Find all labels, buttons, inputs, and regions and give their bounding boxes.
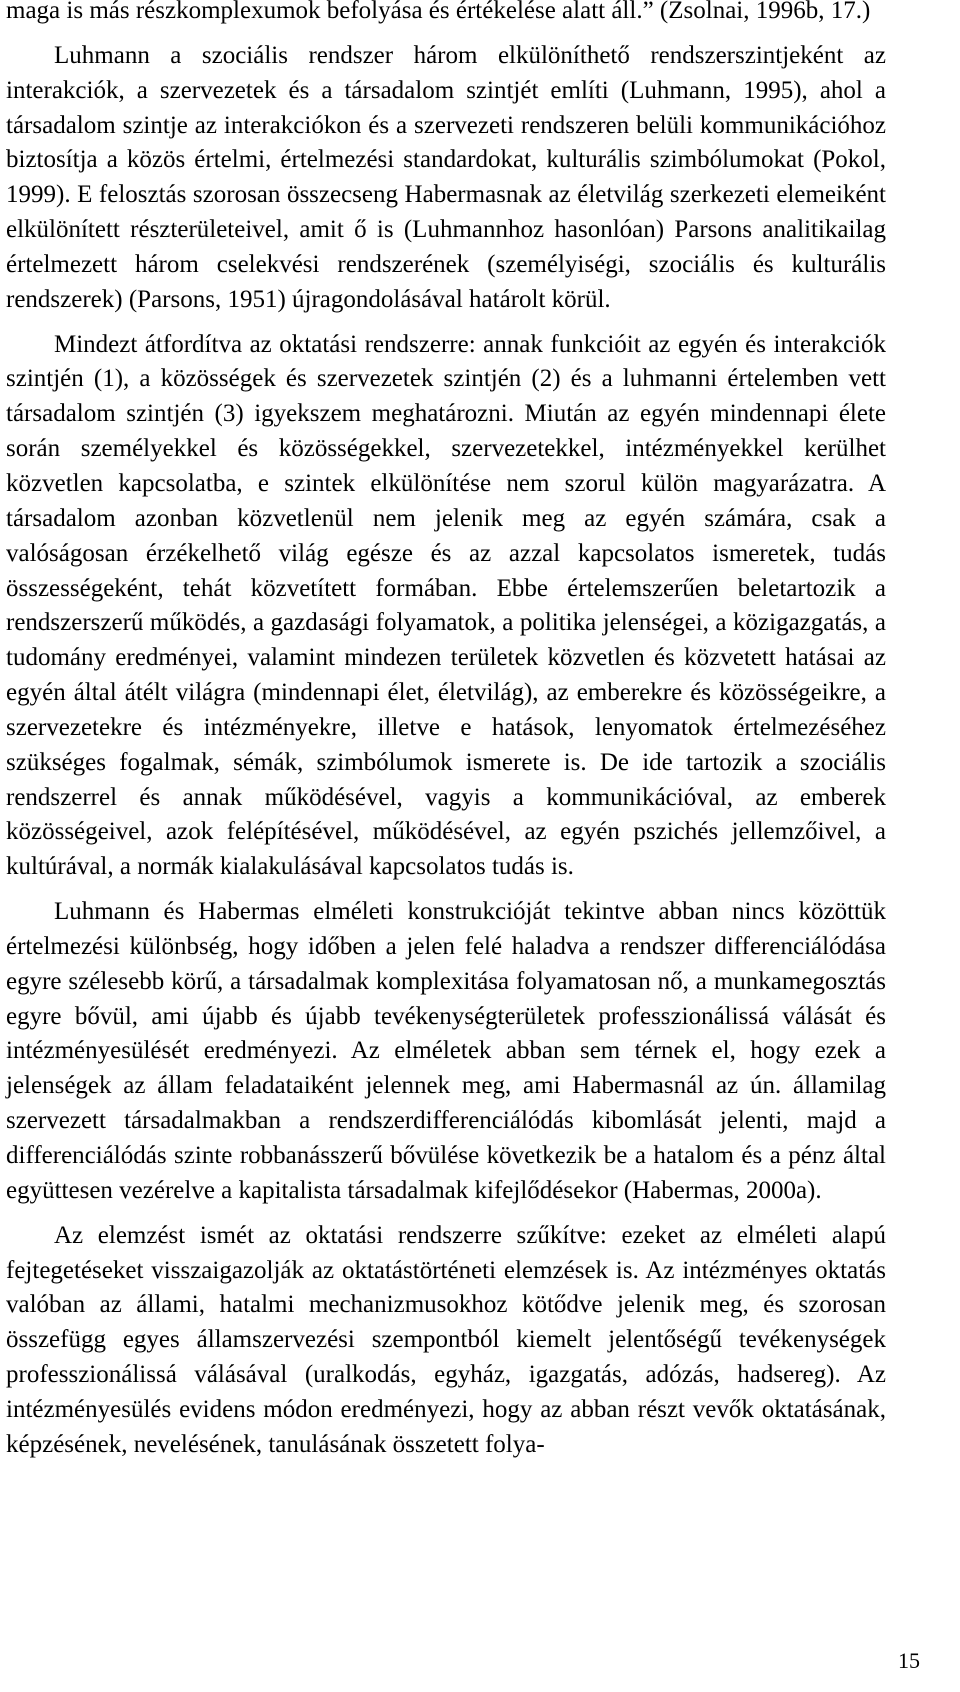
- paragraph-differentiation: Luhmann és Habermas elméleti konstrukcióját tekintve abban nincs közöttük értelmezési különbség, hogy időben a jelen felé haladva a rendszer differenciálódása egyre szélesebb körű, a társadalmak komplexitása folyamatosan nő, a munkamegosztás egyre bővül, ami újabb és újabb tevékenységterületek professzionálissá válását és intézményesülését eredményezi. Az elméletek abban sem térnek el, hogy ezek a jelenségek az állam feladataiként jelennek meg, ami Habermasnál az ún. államilag szervezett társadalmakban a rendszerdifferenciálódás kibomlását jelenti, majd a differenciálódás szinte robbanásszerű bővülése következik be a hatalom és a pénz által együttesen vezérelve a kapitalista társadalmak kifejlődésekor (Habermas, 2000a).: [6, 898, 886, 1204]
- paragraph-education-functions: Mindezt átfordítva az oktatási rendszerre: annak funkcióit az egyén és interakciók szintjén (1), a közösségek és szervezetek szintjén (2) és a luhmanni értelemben vett társadalom szintjén (3) igyekszem meghatározni. Miután az egyén mindennapi élete során személyekkel és közösségekkel, szervezetekkel, intézményekkel kerülhet közvetlen kapcsolatba, e szintek elkülönítése nem szorul külön magyarázatra. A társadalom azonban közvetlenül nem jelenik meg az egyén számára, csak a valóságosan érzékelhető világ egésze és az azzal kapcsolatos ismeretek, tudás összességeként, tehát közvetített formában. Ebbe értelemszerűen beletartozik a rendszerszerű működés, a gazdasági folyamatok, a politika jelenségei, a közigazgatás, a tudomány eredményei, valamint mindezen területek közvetlen és közvetett hatásai az egyén által átélt világra (mindennapi élet, életvilág), az emberekre és közösségeikre, a szervezetekre és intézményekre, illetve e hatások, lenyomatok értelmezéséhez szükséges fogalmak, sémák, szimbólumok ismerete is. De ide tartozik a szociális rendszerrel és annak működésével, vagyis a kommunikációval, az emberek közösségeivel, azok felépítésével, működésével, az egyén pszichés jellemzőivel, a kultúrával, a normák kialakulásával kapcsolatos tudás is.: [6, 330, 886, 881]
- paragraph-luhmann-levels: Luhmann a szociális rendszer három elkülöníthető rendszerszintjeként az interakciók, a szervezetek és a társadalom szintjét említi (Luhmann, 1995), ahol a társadalom szintje az interakciókon és a szervezeti rendszeren belüli kommunikációhoz biztosítja a közös értelmi, értelmezési standardokat, kulturális szimbólumokat (Pokol, 1999). E felosztás szorosan összecseng Habermasnak az életvilág szerkezeti elemeiként elkülönített részterületeivel, amit ő is (Luhmannhoz hasonlóan) Parsons analitikailag értelmezett három cselekvési rendszerének (személyiségi, szociális és kulturális rendszerek) (Parsons, 1951) újragondolásával határolt körül.: [6, 41, 886, 313]
- paragraph-continuation: maga is más részkomplexumok befolyása és értékelése alatt áll.” (Zsolnai, 1996b, 17.): [6, 0, 871, 24]
- body-text: [6, 0, 886, 1463]
- page-number: 15: [898, 1648, 920, 1673]
- paragraph-institutional-education: Az elemzést ismét az oktatási rendszerre szűkítve: ezeket az elméleti alapú fejtegetéseket visszaigazolják az oktatástörténeti elemzések is. Az intézményes oktatás valóban az állami, hatalmi mechanizmusokhoz kötődve jelenik meg, és szorosan összefügg egyes államszervezési szempontból kiemelt jelentőségű tevékenységek professzionálissá válásával (uralkodás, egyház, igazgatás, adózás, hadsereg). Az intézményesülés evidens módon eredményezi, hogy az abban részt vevők oktatásának, képzésének, nevelésének, tanulásának összetett folya-: [6, 1221, 886, 1458]
- document-page: [6, 0, 886, 1473]
